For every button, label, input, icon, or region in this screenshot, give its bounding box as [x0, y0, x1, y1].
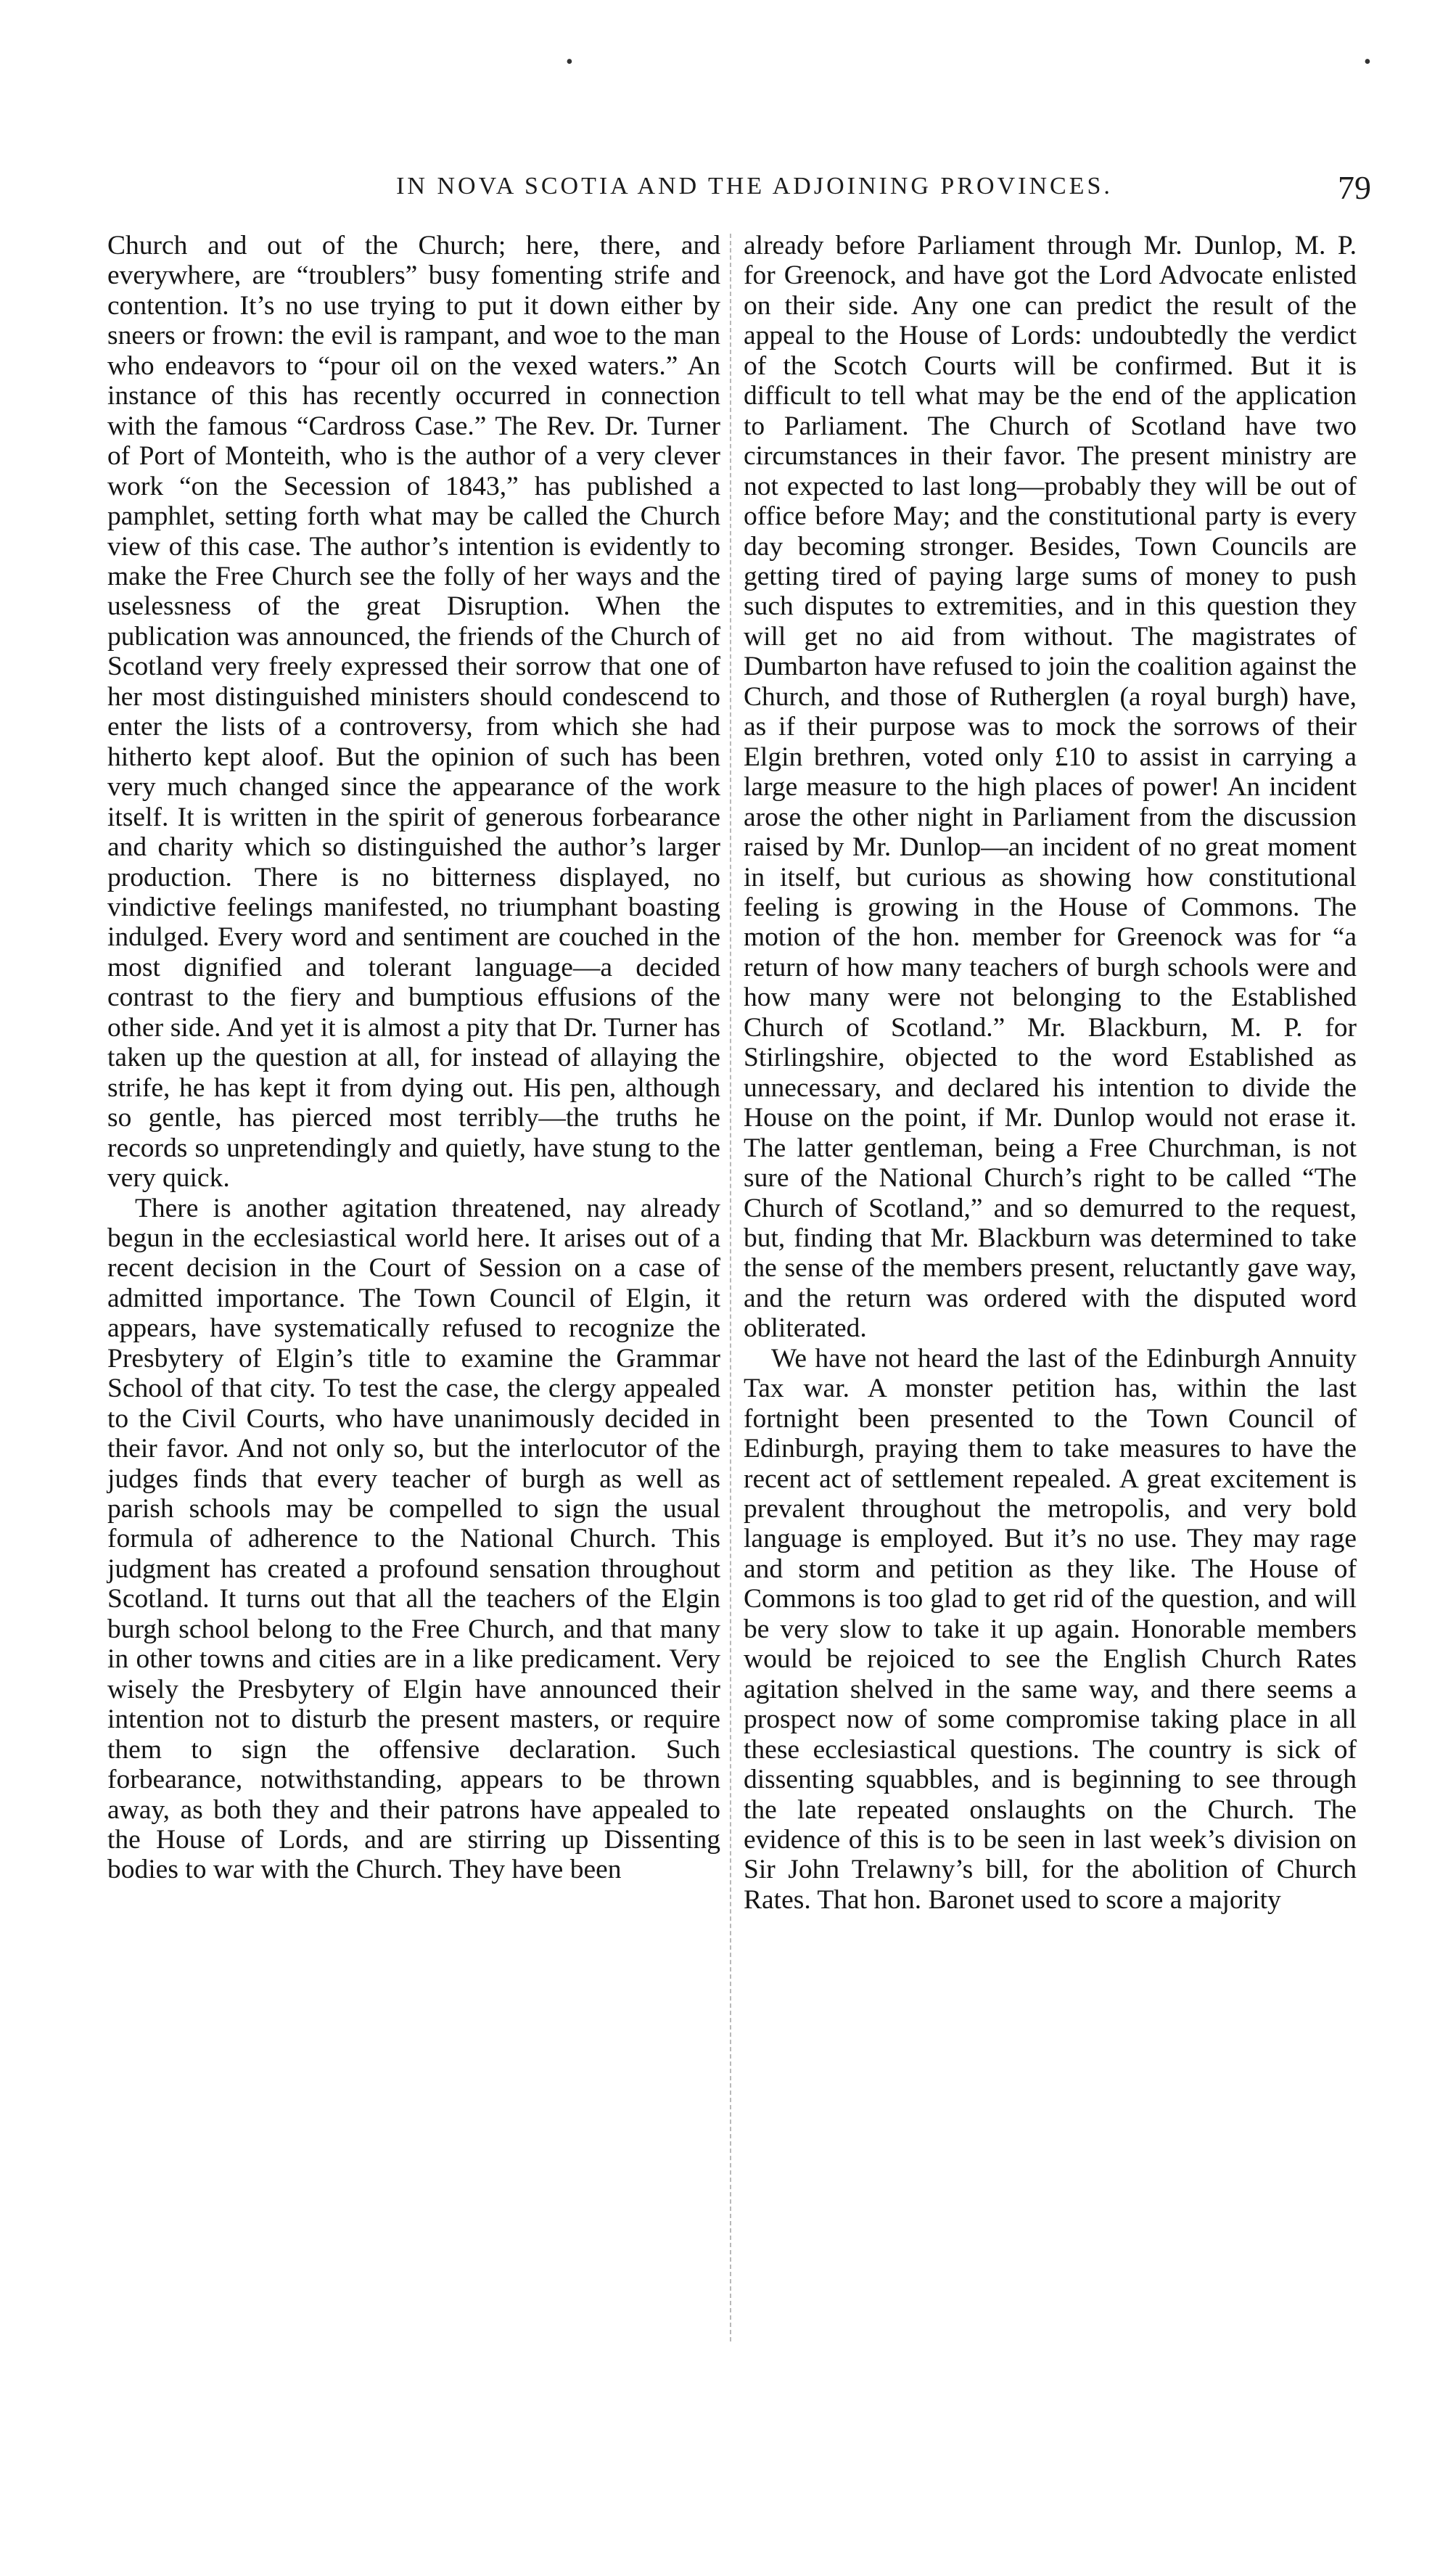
left-paragraph-2: There is another agitation threatened, nay already begun in the ecclesiastical world here. It arises out of a recent decision in the Court of Session on a case of admitted importance. The Town Council of Elgin, it appears, have systematically refused to recognize the Presbytery of Elgin’s title to examine the Grammar School of that city. To test the case, the clergy appealed to the Civil Courts, who have unanimously decided in their favor. And not only so, but the interlocutor of the judges finds that every teacher of burgh as well as parish schools may be compelled to sign the usual formula of adherence to the National Church. This judgment has created a profound sensation throughout Scotland. It turns out that all the teachers of the Elgin burgh school belong to the Free Church, and that many in other towns and cities are in a like predicament. Very wisely the Presbytery of Elgin have announced their intention not to disturb the present masters, or require them to sign the offensive declaration. Such forbearance, notwithstanding, appears to be thrown away, as both they and their patrons have appealed to the House of Lords, and are stirring up Dissenting bodies to war with the Church. They have been [107, 1193, 720, 1885]
running-header [102, 169, 1371, 216]
left-column [107, 231, 720, 1885]
print-mark-left: • [566, 51, 573, 73]
left-paragraph-1: Church and out of the Church; here, there, and everywhere, are “troublers” busy fomenting strife and contention. It’s no use trying to put it down either by sneers or frown: the evil is rampant, and woe to the man who endeavors to “pour oil on the vexed waters.” An instance of this has recently occurred in connection with the famous “Cardross Case.” The Rev. Dr. Turner of Port of Monteith, who is the author of a very clever work “on the Secession of 1843,” has published a pamphlet, setting forth what may be called the Church view of this case. The author’s intention is evidently to make the Free Church see the folly of her ways and the uselessness of the great Disruption. When the publication was announced, the friends of the Church of Scotland very freely expressed their sorrow that one of her most distinguished ministers should condescend to enter the lists of a controversy, from which she had hitherto kept aloof. But the opinion of such has been very much changed since the appearance of the work itself. It is written in the spirit of generous forbearance and charity which so distinguished the author’s larger production. There is no bitterness displayed, no vindictive feelings manifested, no triumphant boasting indulged. Every word and sentiment are couched in the most dignified and tolerant language—a decided contrast to the fiery and bumptious effusions of the other side. And yet it is almost a pity that Dr. Turner has taken up the question at all, for instead of allaying the strife, he has kept it from dying out. His pen, although so gentle, has pierced most terribly—the truths he records so unpretendingly and quietly, have stung to the very quick. [107, 231, 720, 1194]
print-mark-right: • [1364, 51, 1371, 73]
running-title: IN NOVA SCOTIA AND THE ADJOINING PROVINCES. [396, 173, 1113, 200]
right-column [744, 231, 1357, 1915]
right-paragraph-1: already before Parliament through Mr. Dunlop, M. P. for Greenock, and have got the Lord Advocate enlisted on their side. Any one can predict the result of the appeal to the House of Lords: undoubtedly the verdict of the Scotch Courts will be confirmed. But it is difficult to tell what may be the end of the application to Parliament. The Church of Scotland have two circumstances in their favor. The present ministry are not expected to last long—probably they will be out of office before May; and the constitutional party is every day becoming stronger. Besides, Town Councils are getting tired of paying large sums of money to push such disputes to extremities, and in this question they will get no aid from without. The magistrates of Dumbarton have refused to join the coalition against the Church, and those of Rutherglen (a royal burgh) have, as if their purpose was to mock the sorrows of their Elgin brethren, voted only £10 to assist in carrying a large measure to the high places of power! An incident arose the other night in Parliament from the discussion raised by Mr. Dunlop—an incident of no great moment in itself, but curious as showing how constitutional feeling is growing in the House of Commons. The motion of the hon. member for Greenock was for “a return of how many teachers of burgh schools were and how many were not belonging to the Established Church of Scotland.” Mr. Blackburn, M. P. for Stirlingshire, objected to the word Established as unnecessary, and declared his intention to divide the House on the point, if Mr. Dunlop would not erase it. The latter gentleman, being a Free Churchman, is not sure of the National Church’s right to be called “The Church of Scotland,” and so demurred to the request, but, finding that Mr. Blackburn was determined to take the sense of the members present, reluctantly gave way, and the return was ordered with the disputed word obliterated. [744, 231, 1357, 1344]
page-number: 79 [1338, 169, 1371, 206]
column-divider [730, 234, 731, 2341]
right-paragraph-2: We have not heard the last of the Edinburgh Annuity Tax war. A monster petition has, within the last fortnight been presented to the Town Council of Edinburgh, praying them to take measures to have the recent act of settlement repealed. A great excitement is prevalent throughout the metropolis, and very bold language is employed. But it’s no use. They may rage and storm and petition as they like. The House of Commons is too glad to get rid of the question, and will be very slow to take it up again. Honorable members would be rejoiced to see the English Church Rates agitation shelved in the same way, and there seems a prospect now of some compromise taking place in all these ecclesiastical questions. The country is sick of dissenting squabbles, and is beginning to see through the late repeated onslaughts on the Church. The evidence of this is to be seen in last week’s division on Sir John Trelawny’s bill, for the abolition of Church Rates. That hon. Baronet used to score a majority [744, 1343, 1357, 1915]
